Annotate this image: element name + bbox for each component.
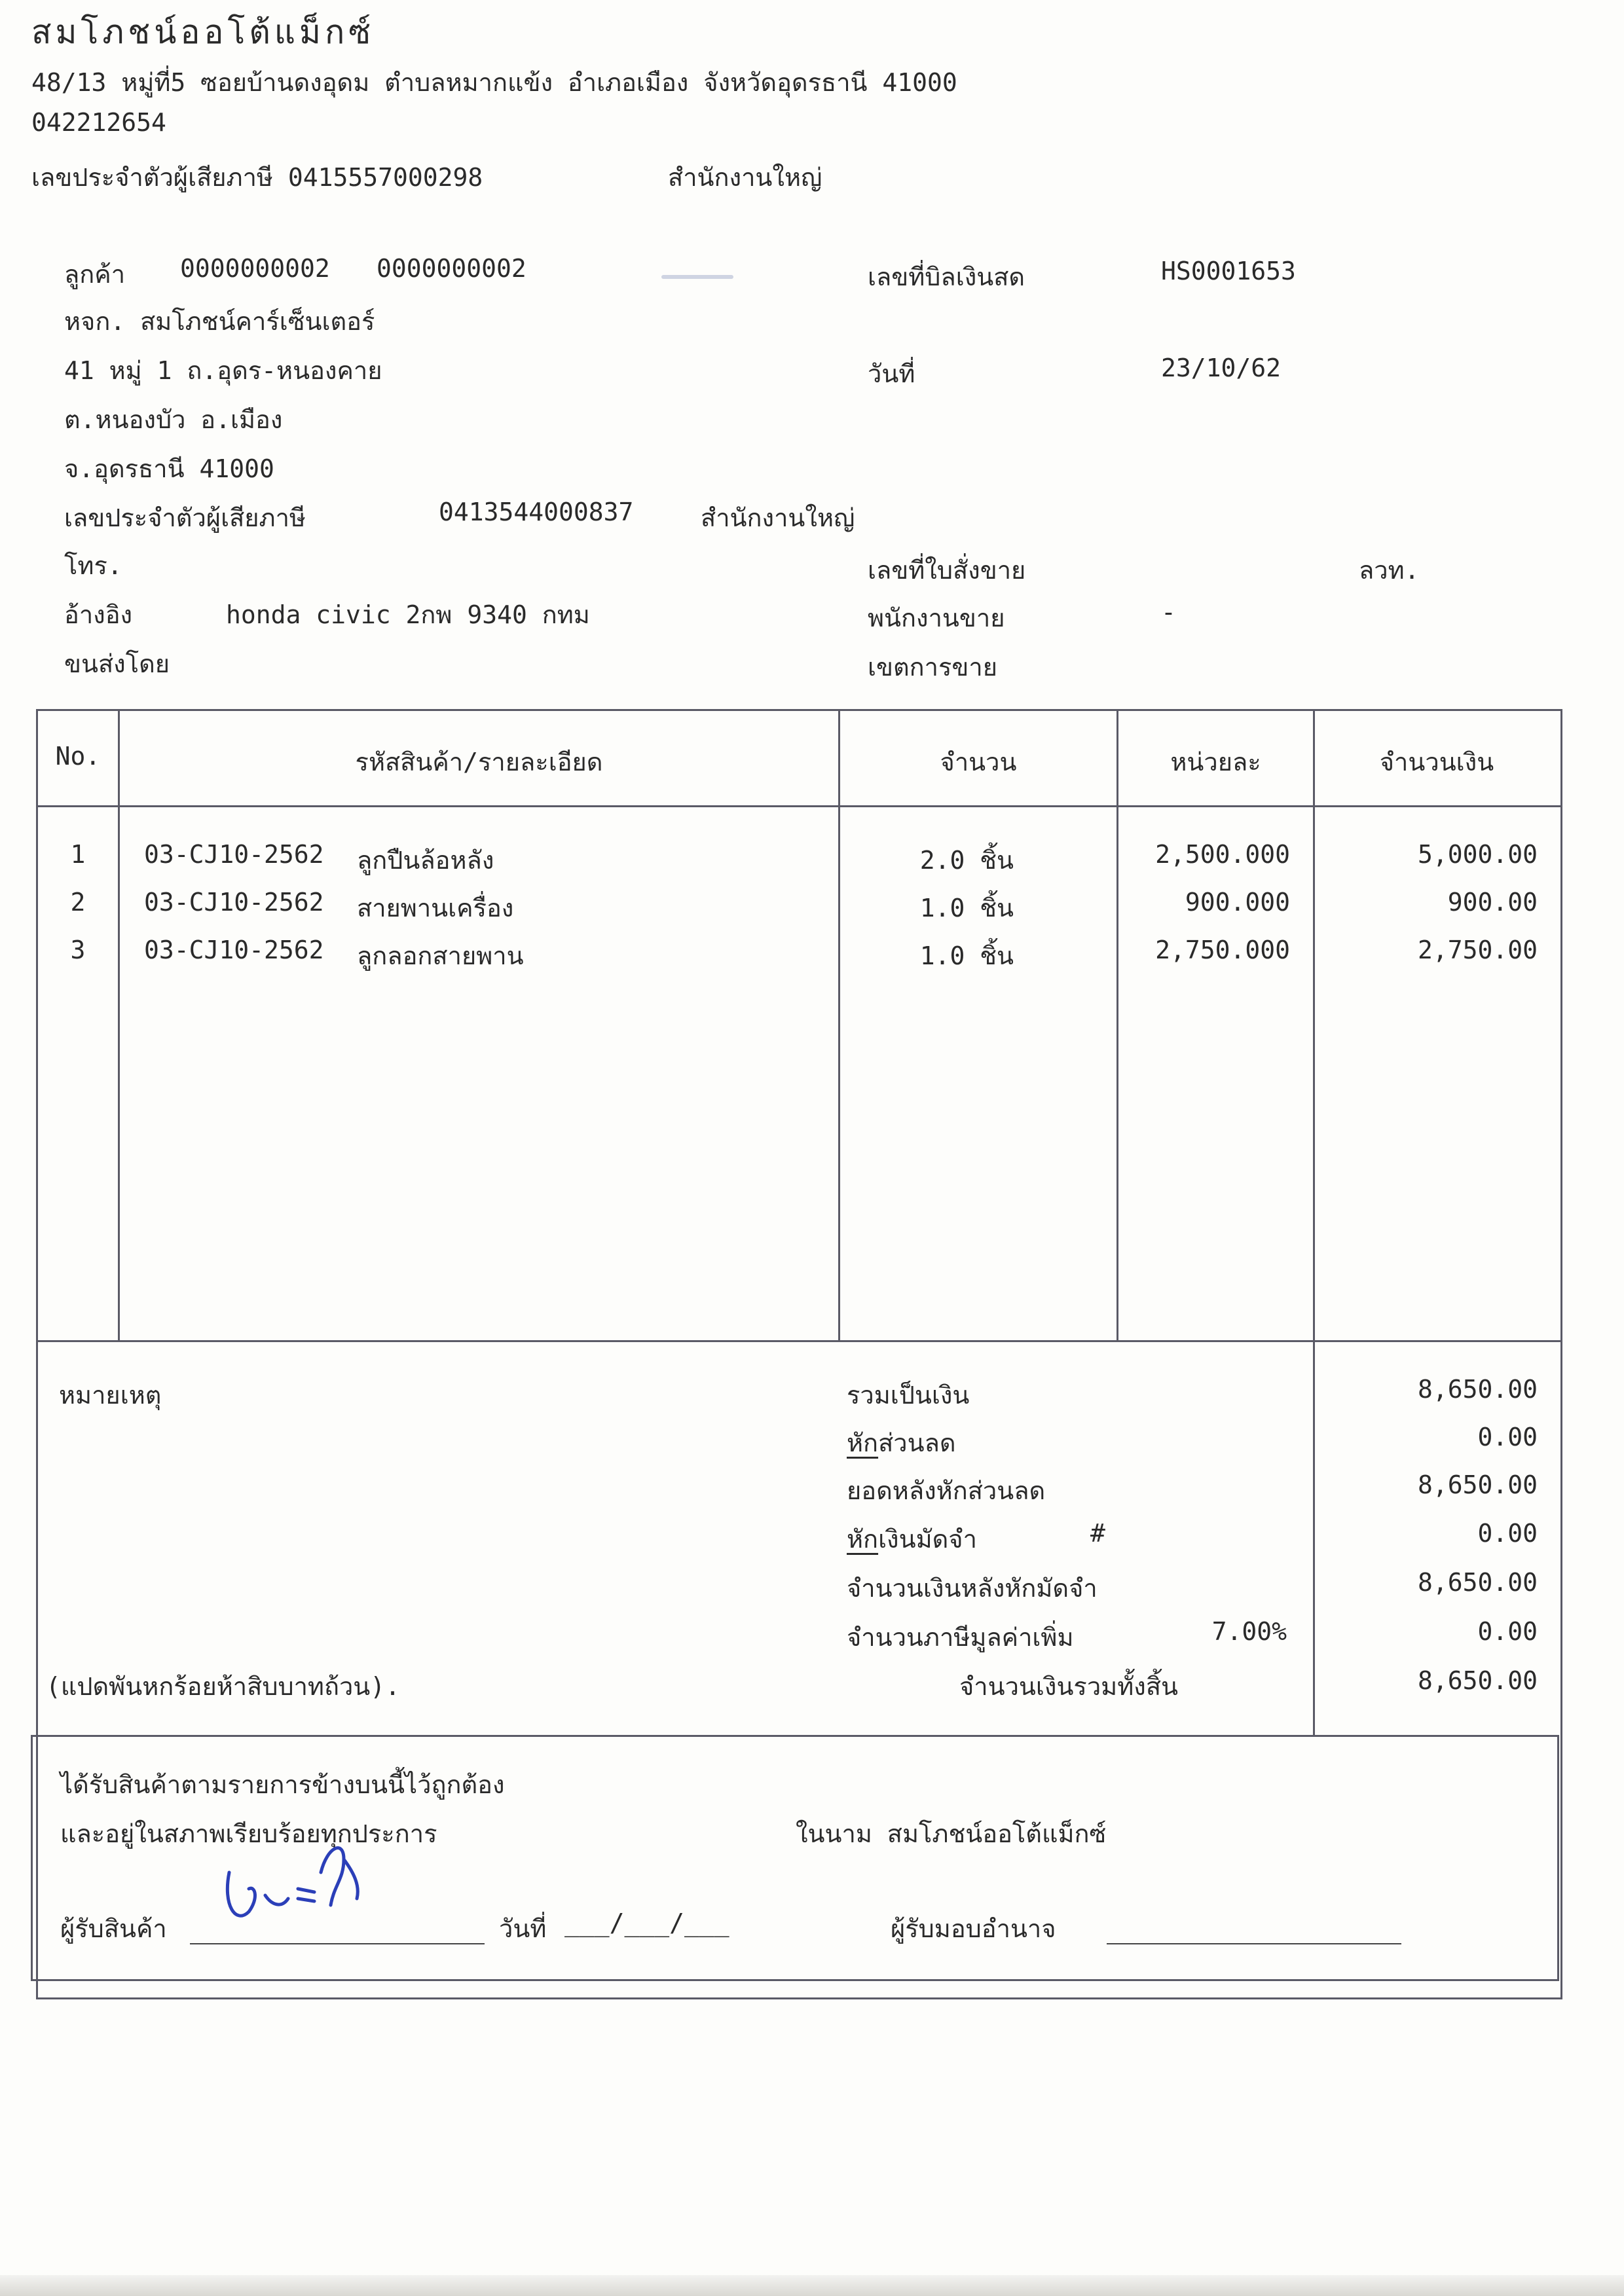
company-tax-id: เลขประจำตัวผู้เสียภาษี 0415557000298 [31, 163, 483, 192]
vat-label: จำนวนภาษีมูลค่าเพิ่ม [847, 1623, 1074, 1652]
deposit-label [847, 1519, 977, 1559]
vat-value: 0.00 [1477, 1617, 1538, 1646]
deposit-hash: # [1090, 1519, 1105, 1548]
row-unit-price: 900.000 [1185, 888, 1290, 917]
header-description: รหัสสินค้า/รายละเอียด [355, 748, 603, 776]
items-bottom-divider [36, 1340, 1560, 1342]
customer-code-2: 0000000002 [377, 254, 526, 283]
col-divider-qty [1116, 709, 1118, 1342]
discount-text: ส่วนลด [878, 1429, 956, 1457]
company-phone: 042212654 [31, 108, 166, 137]
bill-number: HS0001653 [1161, 257, 1296, 285]
discount-value: 0.00 [1477, 1423, 1538, 1451]
col-divider-desc [838, 709, 840, 1342]
salesperson-label: พนักงานขาย [868, 604, 1005, 632]
after-deposit-value: 8,650.00 [1417, 1568, 1538, 1597]
row-description: สายพานเครื่อง [357, 894, 514, 922]
row-amount: 900.00 [1447, 888, 1538, 917]
deposit-text: เงินมัดจำ [878, 1525, 977, 1554]
customer-tax-id: 0413544000837 [439, 498, 634, 526]
row-code: 03-CJ10-2562 [144, 888, 324, 917]
row-no: 3 [70, 936, 86, 964]
row-amount: 5,000.00 [1417, 840, 1538, 869]
receiver-label: ผู้รับสินค้า [60, 1914, 167, 1943]
vat-rate: 7.00% [1211, 1617, 1287, 1646]
after-discount-label: ยอดหลังหักส่วนลด [847, 1476, 1046, 1505]
order-number: ลวท. [1359, 556, 1420, 585]
row-unit-price: 2,500.000 [1155, 840, 1290, 869]
company-name: สมโภชน์ออโต้แม็กซ์ [31, 13, 375, 51]
customer-label: ลูกค้า [64, 260, 126, 289]
ink-smudge [661, 275, 733, 279]
header-divider [36, 805, 1560, 807]
row-no: 2 [70, 888, 86, 917]
amount-in-words: (แปดพันหกร้อยห้าสิบบาทถ้วน). [46, 1672, 401, 1701]
row-quantity: 1.0 ชิ้น [919, 941, 1014, 970]
discount-label [847, 1423, 956, 1463]
customer-address-3: จ.อุดรธานี 41000 [64, 454, 274, 483]
after-discount-value: 8,650.00 [1417, 1470, 1538, 1499]
customer-address-1: 41 หมู่ 1 ถ.อุดร-หนองคาย [64, 356, 382, 385]
row-no: 1 [70, 840, 86, 869]
company-branch: สำนักงานใหญ่ [668, 163, 822, 192]
authorized-signature-line [1107, 1943, 1401, 1944]
remark-label: หมายเหตุ [59, 1381, 162, 1410]
header-quantity: จำนวน [940, 748, 1017, 776]
received-statement-2: และอยู่ในสภาพเรียบร้อยทุกประการ [60, 1819, 437, 1848]
header-amount: จำนวนเงิน [1379, 748, 1494, 776]
discount-prefix: หัก [847, 1429, 879, 1457]
row-quantity: 2.0 ชิ้น [919, 846, 1014, 875]
company-address: 48/13 หมู่ที่5 ซอยบ้านดงอุดม ตำบลหมากแข้ง อำเภอเมือง จังหวัดอุดรธานี 41000 [31, 68, 957, 97]
salesperson-value: - [1161, 598, 1176, 627]
col-divider-no [118, 709, 120, 1342]
after-deposit-label: จำนวนเงินหลังหักมัดจำ [847, 1574, 1098, 1603]
customer-address-2: ต.หนองบัว อ.เมือง [64, 405, 283, 434]
grand-total-value: 8,650.00 [1417, 1666, 1538, 1695]
customer-code-1: 0000000002 [180, 254, 330, 283]
row-description: ลูกปืนล้อหลัง [357, 846, 494, 875]
deposit-value: 0.00 [1477, 1519, 1538, 1548]
row-amount: 2,750.00 [1417, 936, 1538, 964]
customer-branch: สำนักงานใหญ่ [701, 503, 855, 532]
deposit-prefix: หัก [847, 1525, 879, 1554]
shipping-label: ขนส่งโดย [64, 649, 170, 678]
customer-name: หจก. สมโภชน์คาร์เซ็นเตอร์ [64, 307, 375, 336]
on-behalf-label: ในนาม สมโภชน์ออโต้แม็กซ์ [796, 1819, 1107, 1848]
row-code: 03-CJ10-2562 [144, 840, 324, 869]
sales-area-label: เขตการขาย [868, 653, 997, 682]
row-code: 03-CJ10-2562 [144, 936, 324, 964]
scan-edge [0, 2275, 1624, 2296]
reference-value: honda civic 2กพ 9340 กทม [226, 600, 590, 629]
header-no: No. [55, 742, 101, 771]
row-quantity: 1.0 ชิ้น [919, 894, 1014, 922]
receiver-signature-line [190, 1943, 485, 1944]
bill-number-label: เลขที่บิลเงินสด [868, 263, 1025, 291]
reference-label: อ้างอิง [64, 600, 133, 629]
row-unit-price: 2,750.000 [1155, 936, 1290, 964]
subtotal-label: รวมเป็นเงิน [847, 1381, 970, 1410]
order-number-label: เลขที่ใบสั่งขาย [868, 556, 1026, 585]
receive-date-blank: ___/___/___ [564, 1908, 729, 1937]
received-statement-1: ได้รับสินค้าตามรายการข้างบนนี้ไว้ถูกต้อง [60, 1770, 505, 1799]
customer-tax-label: เลขประจำตัวผู้เสียภาษี [64, 503, 306, 532]
header-unit-price: หน่วยละ [1170, 748, 1261, 776]
invoice-date: 23/10/62 [1161, 354, 1282, 382]
subtotal-value: 8,650.00 [1417, 1375, 1538, 1404]
handwritten-signature [210, 1833, 380, 1938]
grand-total-label: จำนวนเงินรวมทั้งสิ้น [959, 1672, 1178, 1701]
row-description: ลูกลอกสายพาน [357, 941, 524, 970]
receive-date-label: วันที่ [499, 1914, 547, 1943]
authorized-label: ผู้รับมอบอำนาจ [891, 1914, 1056, 1943]
invoice-date-label: วันที่ [868, 359, 915, 388]
customer-phone-label: โทร. [64, 551, 122, 580]
